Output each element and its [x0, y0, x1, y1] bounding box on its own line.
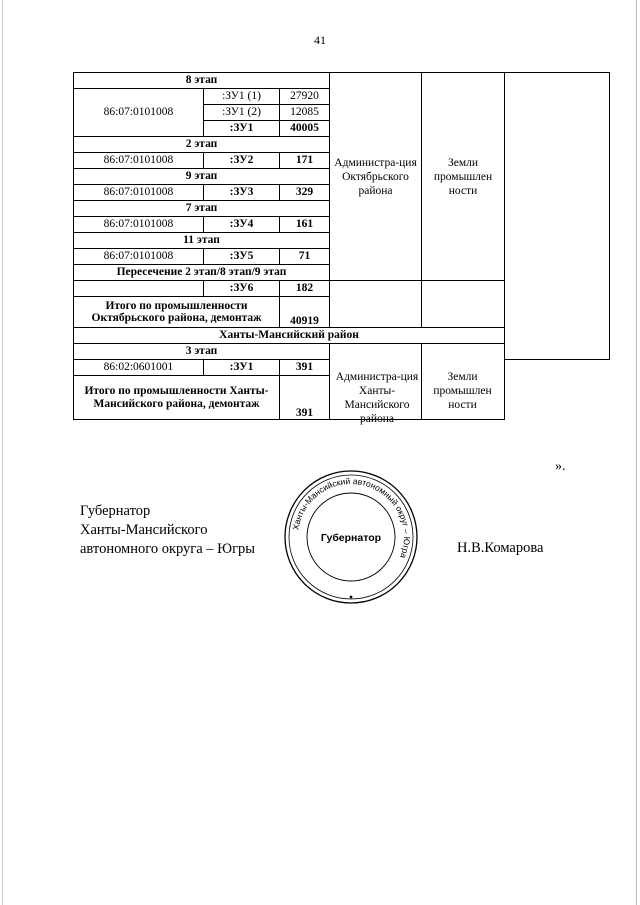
signatory-title — [80, 502, 255, 559]
plot-id: :ЗУ1 — [204, 121, 280, 137]
total-label: Итого по промышленности Ханты-Мансийского района, демонтаж — [74, 376, 280, 420]
cadastral-number: 86:07:0101008 — [74, 153, 204, 169]
signatory-title-line: Ханты-Мансийского — [80, 522, 208, 538]
stage-header: 2 этап — [74, 137, 330, 153]
plot-id: :ЗУ1 (1) — [204, 89, 280, 105]
khm-category-text: Земли промышлен ности — [433, 371, 492, 411]
plot-id: :ЗУ4 — [204, 217, 280, 233]
stage-header: 7 этап — [74, 201, 330, 217]
cadastral-number: 86:07:0101008 — [74, 185, 204, 201]
cadastral-number: 86:02:0601001 — [74, 360, 204, 376]
cadastral-number: 86:07:0101008 — [74, 217, 204, 233]
empty-cell — [505, 73, 610, 360]
plot-id: :ЗУ1 (2) — [204, 105, 280, 121]
total-value: 391 — [280, 376, 330, 420]
scan-edge-right — [636, 0, 637, 905]
stage-header: 8 этап — [74, 73, 330, 89]
seal-ring-text: Ханты-Мансийский автономный округ – Югра — [290, 475, 413, 560]
seal-center-text: Губернатор — [320, 532, 382, 544]
plot-id: :ЗУ2 — [204, 153, 280, 169]
cadastral-number: 86:07:0101008 — [74, 249, 204, 265]
plot-area: 40005 — [280, 121, 330, 137]
plot-area: 161 — [280, 217, 330, 233]
page-number: 41 — [314, 33, 326, 47]
plot-area: 71 — [280, 249, 330, 265]
plot-area: 391 — [280, 360, 330, 376]
plot-area: 12085 — [280, 105, 330, 121]
stage-header: 11 этап — [74, 233, 330, 249]
stage-header: 3 этап — [74, 344, 330, 360]
signatory-title-line: Губернатор — [80, 503, 151, 519]
stage-header: 9 этап — [74, 169, 330, 185]
cadastral-number — [74, 281, 204, 297]
table-row — [74, 73, 610, 89]
authority-cell: Администра-ция Октябрьского района — [330, 73, 422, 281]
plot-id: :ЗУ3 — [204, 185, 280, 201]
total-value: 40919 — [280, 297, 330, 328]
signatory-name: Н.В.Комарова — [457, 540, 544, 556]
plot-id: :ЗУ6 — [204, 281, 280, 297]
signatory-title-line: автономного округа – Югры — [80, 541, 256, 557]
plot-area: 27920 — [280, 89, 330, 105]
plot-id: :ЗУ1 — [204, 360, 280, 376]
cadastral-number: 86:07:0101008 — [74, 89, 204, 137]
khm-authority-text: Администра-ция Ханты-Мансийского района — [335, 371, 419, 425]
authority-cell — [330, 281, 422, 328]
plot-area: 329 — [280, 185, 330, 201]
total-label: Итого по промышленности Октябрьского района, демонтаж — [74, 297, 280, 328]
closing-quote: ». — [555, 459, 566, 474]
land-category-cell — [422, 281, 505, 328]
land-plots-table — [73, 72, 610, 420]
land-category-cell: Земли промышлен ности — [422, 73, 505, 281]
seal-star-mark — [350, 596, 353, 599]
plot-area: 171 — [280, 153, 330, 169]
stage-header: Пересечение 2 этап/8 этап/9 этап — [74, 265, 330, 281]
district-header: Ханты-Мансийский район — [74, 328, 505, 344]
plot-id: :ЗУ5 — [204, 249, 280, 265]
official-seal — [283, 469, 419, 605]
scan-edge-left — [2, 0, 3, 905]
plot-area: 182 — [280, 281, 330, 297]
